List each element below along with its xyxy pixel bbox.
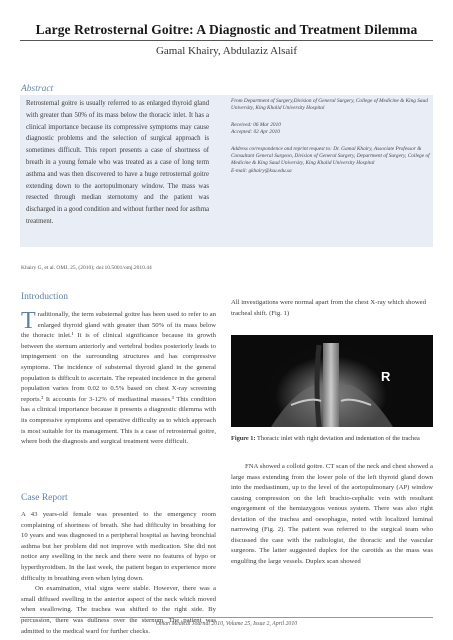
affiliation-block xyxy=(231,98,431,184)
case-paragraph-1: A 43 years-old female was presented to the emergency room complaining of shortness of breath. She had difficulty in breathing for 10 years and was diagnosed in a peripheral hospital as having bronchial asthma but her problem did not improve with medication. She did not notice any swelling in the neck and there were no features of hypo or hyperthyroidism. In the last week, the patient began to experience more difficulty in breathing even when lying down. xyxy=(21,511,216,582)
introduction-text xyxy=(21,310,216,448)
authors: Gamal Khairy, Abdulaziz Alsaif xyxy=(155,45,298,57)
correspondence: Address correspondence and reprint request to: Dr. Gamal Khairy, Associate Professor & Consultant General Surgeon, Division of General Surgery, Department of Surgery, College of Medicine & King Saud University, King Khalid University Hospital xyxy=(231,145,430,167)
xray-marker: R xyxy=(381,369,391,384)
figure-1-caption xyxy=(231,434,433,443)
abstract-heading: Abstract xyxy=(21,84,54,94)
page-title: Large Retrosternal Goitre: A Diagnostic and Treatment Dilemma xyxy=(35,22,418,37)
right-column-intro: All investigations were normal apart from the chest X-ray which showed tracheal shift. (Fig. 1) xyxy=(231,299,426,317)
xray-image xyxy=(231,335,433,427)
case-report-heading: Case Report xyxy=(21,493,68,503)
caption-text: Thoracic inlet with right deviation and indentation of the trachea xyxy=(255,435,420,442)
received-date: Received: 06 Mar 2010 xyxy=(231,121,281,128)
introduction-heading: Introduction xyxy=(21,292,68,302)
email: E-mail: gkhairy@ksu.edu.sa xyxy=(231,167,292,174)
caption-label: Figure 1: xyxy=(231,435,256,442)
affiliation-department: From Department of Surgery,Division of General Surgery, College of Medicine & King Saud University, King Khalid University Hospital xyxy=(231,98,428,112)
accepted-date: Accepted: 02 Apr 2010 xyxy=(231,129,280,136)
title-rule xyxy=(20,40,433,41)
dropcap: T xyxy=(21,308,36,334)
footer: Oman Medical Journal 2010, Volume 25, Issue 2, April 2010 xyxy=(155,621,298,627)
figure-1-xray xyxy=(231,335,433,427)
right-column-text xyxy=(231,462,433,567)
introduction-body: raditionally, the term substernal goitre has been used to refer to an enlarged thyroid gland with greater than 50% of its mass below the thoracic inlet.¹ It is of clinical significance because its growth between the sternum anteriorly and vertebral bodies posteriorly leads to impingement on the surrounding structures and has compressive symptoms. The incidence of substernal thyroid gland in the general population is difficult to ascertain. The repeated incidence in the general population varies from 0.02 to 0.5% based on chest X-ray screening reports.² It accounts for 3-12% of mediastinal masses.³ This condition has a clinical importance because it presents a diagnostic dilemma with its compressive symptoms and operative difficulty as to which approach is most suitable for its management. This is a case of retrosternal goitre, where both the diagnosis and surgical treatment were difficult. xyxy=(21,311,216,446)
citation: Khairy G, et al. OMJ. 25, (2010); doi:10.5001/omj.2010.44 xyxy=(21,265,152,271)
right-paragraph-1: FNA showed a colloid goitre. CT scan of the neck and chest showed a large mass extending from the lower pole of the left thyroid gland down into the mediastinum, up to the level of the aortopulmonary (AP) window causing compression on the left brachio-cephalic vein with resultant engorgement of the hemiazygous venous system. There was also right deviation of the trachea and oesophagus, noted with localized luminal narrowing (Fig. 2). The patient was referred to the surgical team who discussed the case with the radiologist, the thoracic and the vascular surgeons. The latter suggested duplex for the carotids as the mass was engulfing the large vessels. Duplex scan showed xyxy=(231,463,433,565)
case-report-text xyxy=(21,510,216,637)
case-paragraph-2: On examination, vital signs were stable. However, there was a small diffused swelling in the anterior aspect of the neck which moved when swallowing. The trachea was shifted to the right side. By percussion, there was dullness over the sternum. The patient was admitted to the medical ward for further checks. xyxy=(21,585,216,635)
footer-rule xyxy=(20,617,433,618)
abstract-text: Retrosternal goitre is usually referred to as enlarged thyroid gland with greater than 50% of its mass below the thoracic inlet. It has a clinical importance because its compressive symptoms may cause diagnostic problems and the selection of surgical approach is sometimes difficult. This report presents a case of shortness of breath in a young female who was treated as a case of long term asthma and was then discovered to have a huge retrosternal goitre extending down to the aortopulmonary window. The mass was resected through median sternotomy and the patient was discharged in a good condition and without further need for asthma treatment. xyxy=(26,100,209,225)
